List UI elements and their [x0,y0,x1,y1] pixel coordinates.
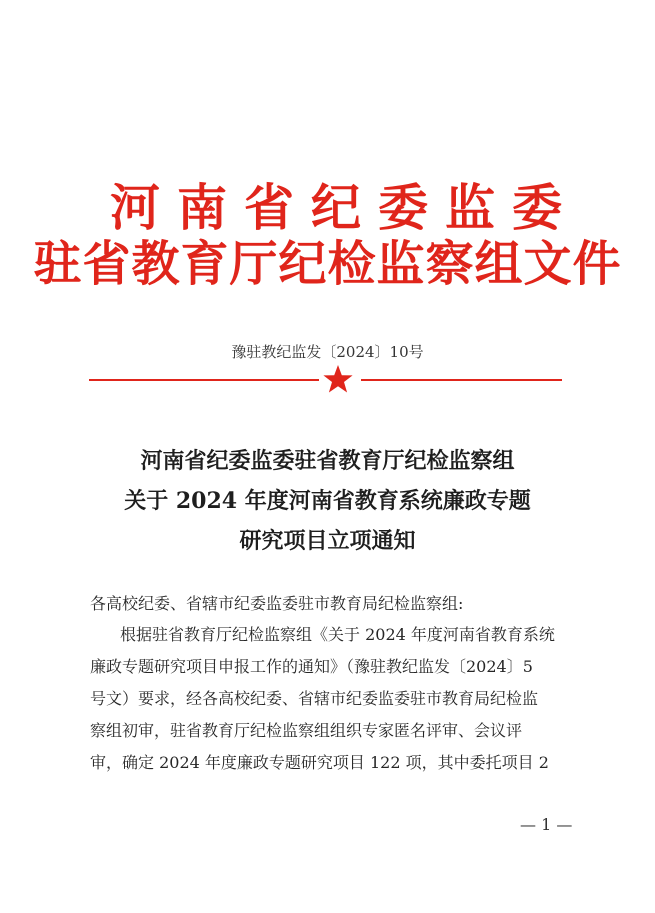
body-line-1: 根据驻省教育厅纪检监察组《关于 2024 年度河南省教育系统 [120,625,555,644]
page-number: — 1 — [520,815,573,834]
body-line-2: 廉政专题研究项目申报工作的通知》（豫驻教纪监发〔2024〕5 [90,657,533,676]
salutation: 各高校纪委、省辖市纪委监委驻市教育局纪检监察组: [90,594,464,613]
body-line-3: 号文）要求，经各高校纪委、省辖市纪委监委驻市教育局纪检监 [90,689,539,708]
header-title-line1: 河南省纪委监委 [110,178,579,237]
red-divider-right [361,379,562,381]
body-line-5: 审，确定 2024 年度廉政专题研究项目 122 项，其中委托项目 2 [90,753,549,772]
star-icon [322,364,354,394]
document-number: 豫驻教纪监发〔2024〕10号 [231,343,424,361]
notice-title-line3: 研究项目立项通知 [239,528,416,554]
body-line-4: 察组初审，驻省教育厅纪检监察组组织专家匿名评审、会议评 [90,721,523,740]
notice-title-line2: 关于 2024 年度河南省教育系统廉政专题 [124,488,531,514]
notice-title-line1: 河南省纪委监委驻省教育厅纪检监察组 [140,448,515,474]
red-divider-left [89,379,319,381]
header-title-line2: 驻省教育厅纪检监察组文件 [33,236,622,292]
